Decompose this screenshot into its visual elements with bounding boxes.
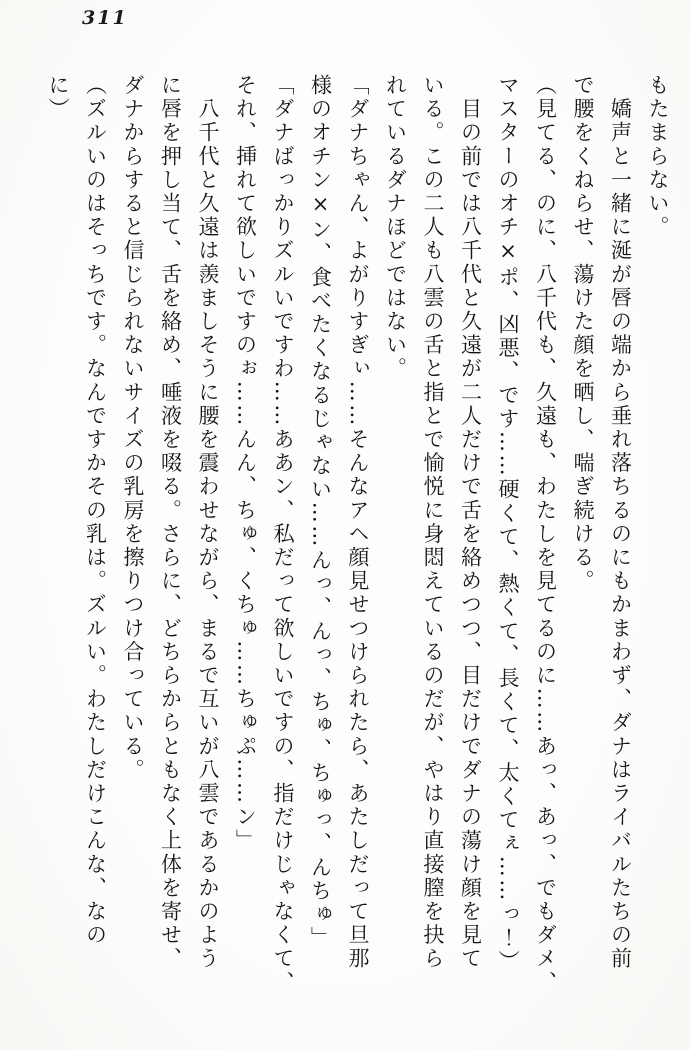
text-line: 嬌声と一緒に涎が唇の端から垂れ落ちるのにもかまわず、ダナはライバルたちの前 [608,74,633,971]
page-text [39,74,677,1019]
text-line: それ、挿れて欲しいですのぉ……んん、ちゅ、くちゅ……ちゅぷ……ン」 [233,74,258,853]
text-line: マスターのオチ×ポ、凶悪、です……硬くて、熱くて、長くて、太くてぇ……っ！） [496,74,520,974]
text-line: ダナからすると信じられないサイズの乳房を擦りつけ合っている。 [121,74,145,782]
text-line: （見てる、のに、八千代も、久遠も、わたしを見てるのに……あっ、あっ、でもダメ、 [533,74,558,995]
text-line: 「ダナちゃん、よがりすぎぃ……そんなアヘ顔見せつけられたら、あたしだって旦那 [346,74,370,971]
text-line: に） [46,74,70,122]
text-line: 「ダナばっかりズルいですわ……ああン、私だって欲しいですの、指だけじゃなくて、 [271,74,295,995]
text-line: もたまらない。 [646,74,670,240]
text-line: 様のオチン×ン、食べたくなるじゃない……んっ、んっ、ちゅ、ちゅっ、んちゅ」 [308,74,333,951]
text-line: （ズルいのはそっちです。なんですかその乳は。ズルい。わたしだけこんな、なの [83,74,108,948]
text-line: で腰をくねらせ、蕩けた顔を晒し、喘ぎ続ける。 [571,74,595,594]
text-line: 目の前では八千代と久遠が二人だけで舌を絡めつつ、目だけでダナの蕩け顔を見て [458,74,483,971]
page-number: 311 [82,7,128,29]
text-line: れているダナほどではない。 [383,74,408,381]
text-line: 八千代と久遠は羨ましそうに腰を震わせながら、まるで互いが八雲であるかのよう [196,74,220,971]
text-line: いる。この二人も八雲の舌と指とで愉悦に身悶えているのだが、やはり直接膣を抉ら [421,74,445,971]
text-line: に唇を押し当て、舌を絡め、唾液を啜る。さらに、どちらからともなく上体を寄せ、 [158,74,183,971]
